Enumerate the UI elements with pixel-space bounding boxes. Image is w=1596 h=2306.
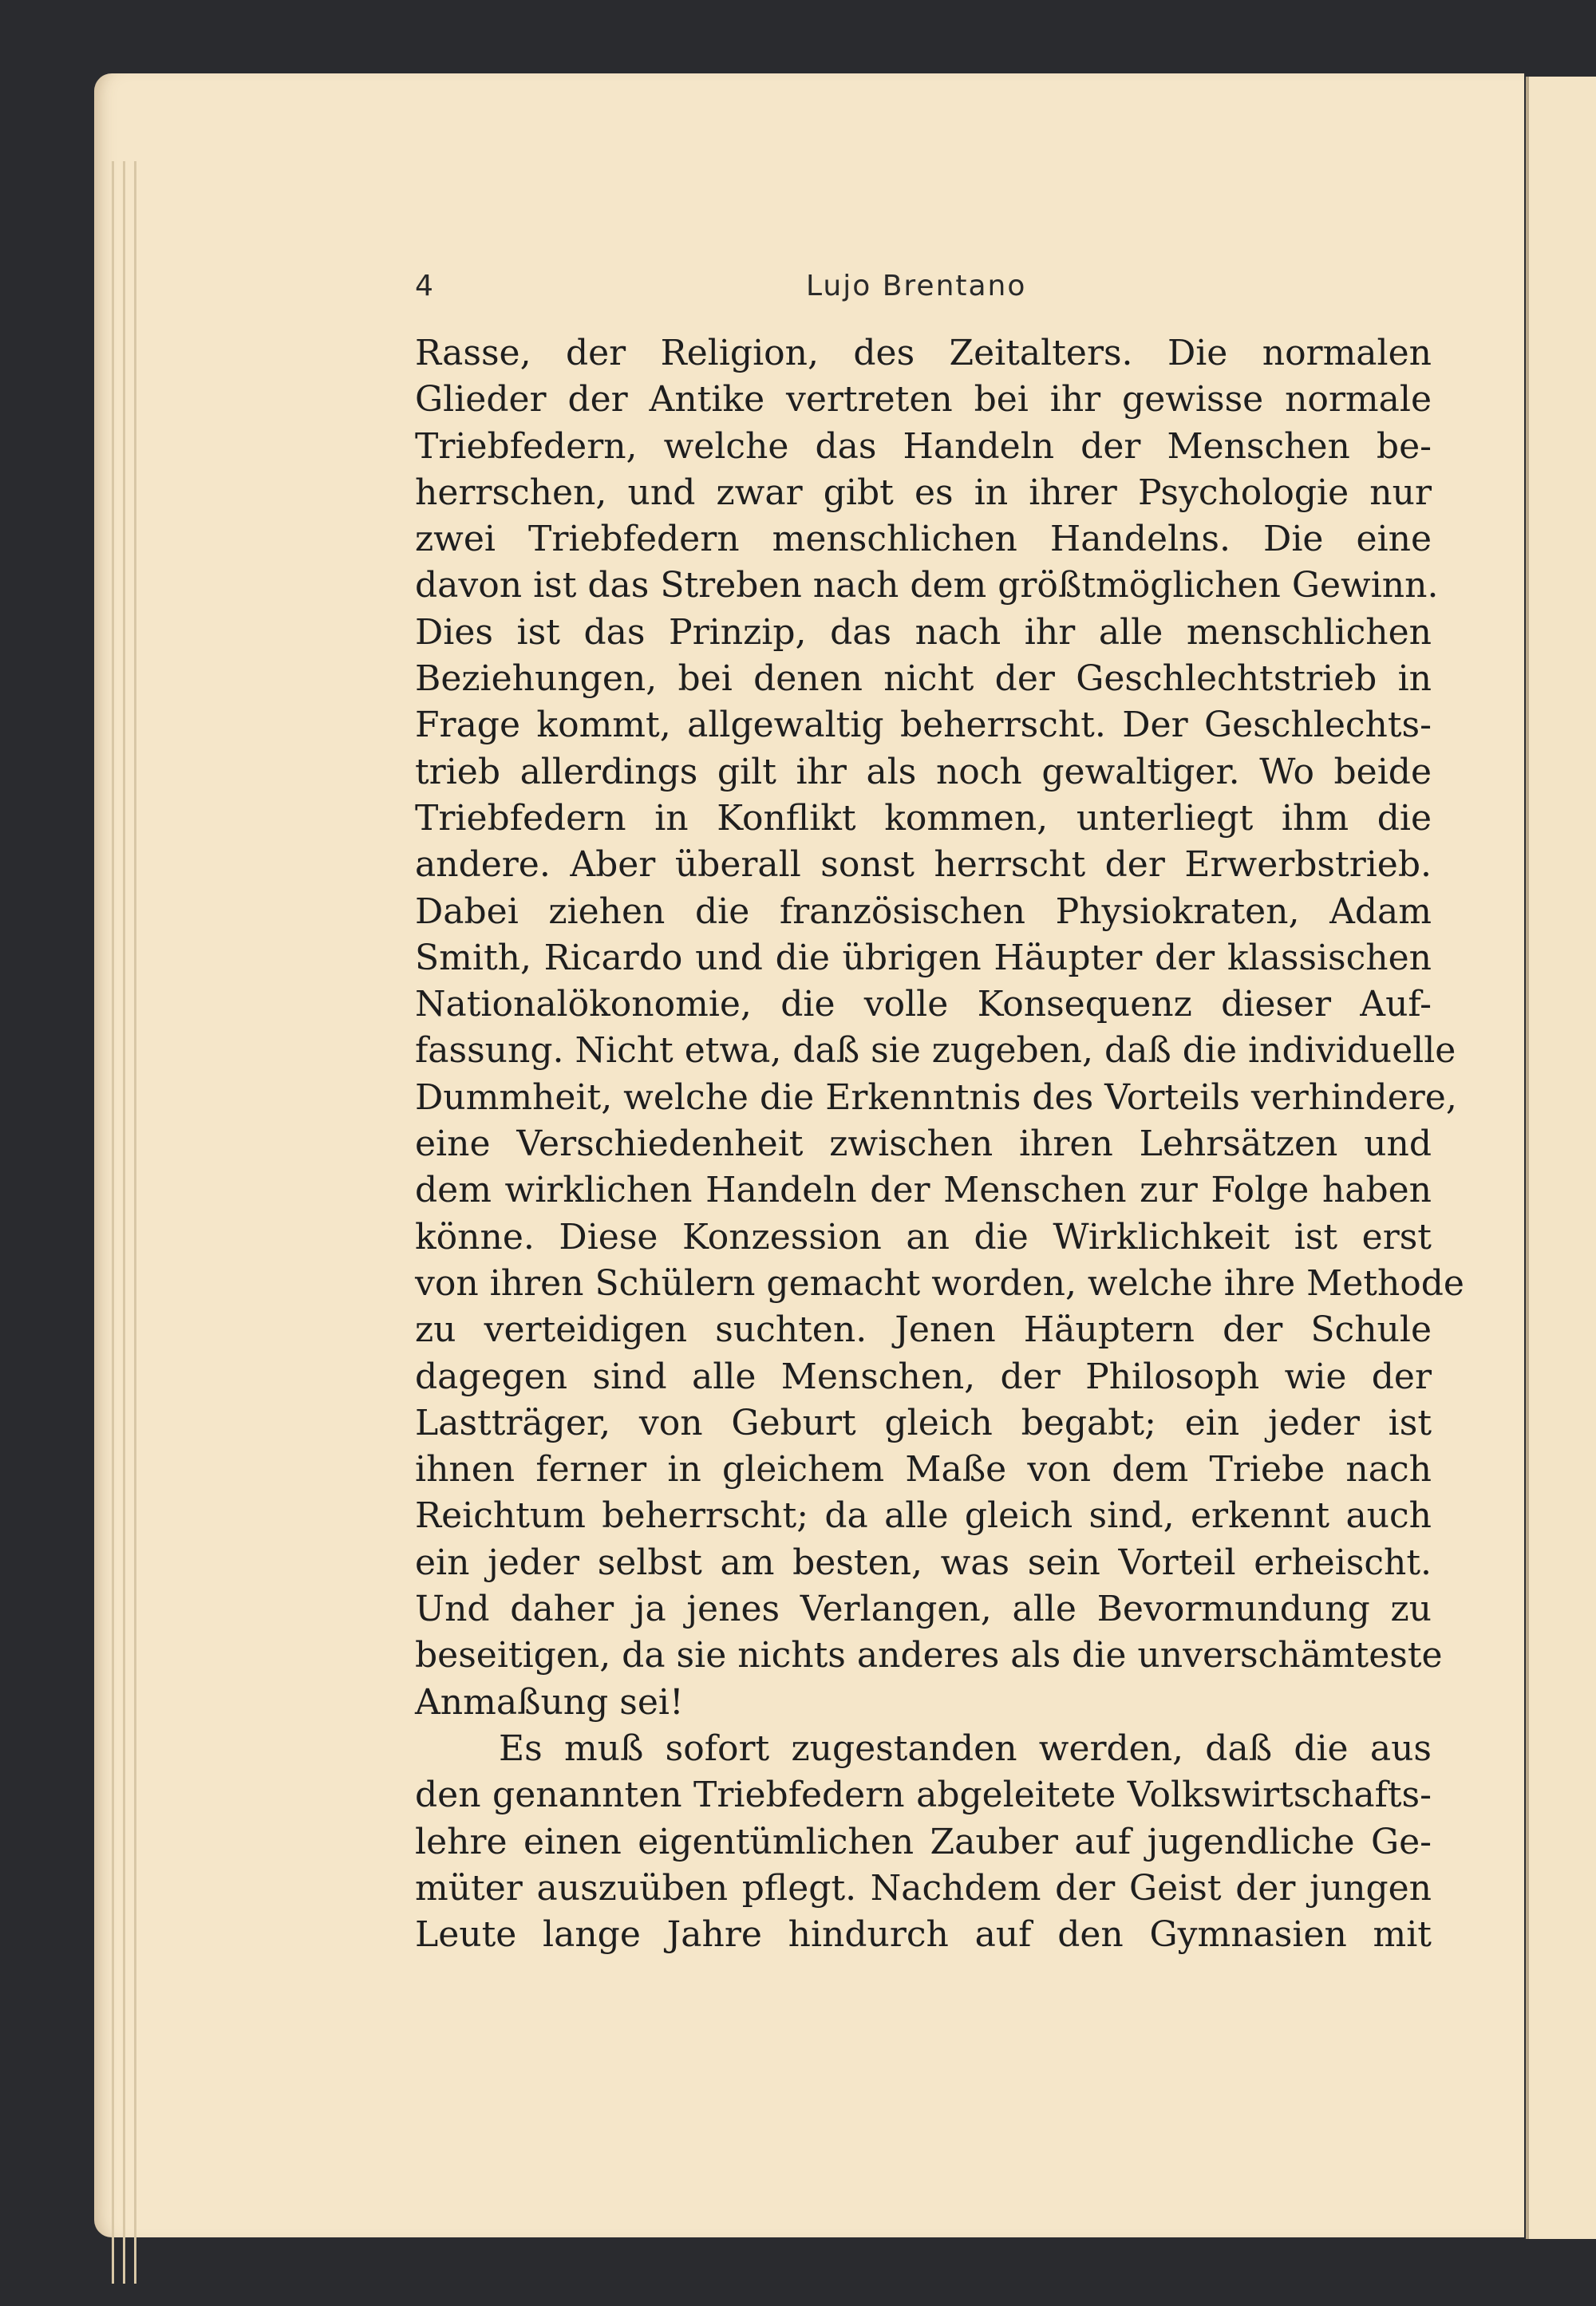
text-line: von ihren Schülern gemacht worden, welche ihre Methode	[415, 1262, 1464, 1304]
text-line: Rasse, der Religion, des Zeitalters. Die normalen	[415, 333, 1432, 373]
page-edge-line	[112, 161, 114, 2284]
text-line: Nationalökonomie, die volle Konsequenz dieser Auf-	[415, 984, 1432, 1025]
text-line: zwei Triebfedern menschlichen Handelns. Die eine	[415, 519, 1432, 560]
text-line: Dabei ziehen die französischen Physiokraten, Adam	[415, 890, 1432, 932]
text-line: könne. Diese Konzession an die Wirklichkeit ist erst	[415, 1216, 1432, 1258]
text-line: zu verteidigen suchten. Jenen Häuptern der Schule	[415, 1309, 1432, 1351]
text-line: den genannten Triebfedern abgeleitete Volkswirtschafts-	[415, 1775, 1432, 1816]
text-line: dagegen sind alle Menschen, der Philosoph wie der	[415, 1356, 1432, 1397]
text-line: ihnen ferner in gleichem Maße von dem Triebe nach	[415, 1449, 1432, 1491]
text-line: Dies ist das Prinzip, das nach ihr alle menschlichen	[415, 611, 1432, 653]
text-line: ein jeder selbst am besten, was sein Vorteil erheischt.	[415, 1542, 1432, 1583]
text-line: Smith, Ricardo und die übrigen Häupter der klassischen	[415, 937, 1432, 978]
text-line: Lastträger, von Geburt gleich begabt; ein jeder ist	[415, 1402, 1432, 1443]
text-line: müter auszuüben pflegt. Nachdem der Geist der jungen	[415, 1867, 1432, 1909]
page-edge-line	[123, 161, 125, 2284]
text-line: eine Verschiedenheit zwischen ihren Lehrsätzen und	[415, 1123, 1432, 1165]
page-edge-line	[134, 161, 136, 2284]
text-line: andere. Aber überall sonst herrscht der Erwerbstrieb.	[415, 844, 1432, 886]
text-line: Und daher ja jenes Verlangen, alle Bevormundung zu	[415, 1589, 1432, 1630]
body-text	[415, 330, 1464, 1958]
facing-page-edge	[1526, 77, 1596, 2239]
text-line: lehre einen eigentümlichen Zauber auf jugendliche Ge-	[415, 1821, 1432, 1862]
text-line: dem wirklichen Handeln der Menschen zur Folge haben	[415, 1170, 1432, 1211]
text-line: Dummheit, welche die Erkenntnis des Vorteils verhindere,	[415, 1076, 1457, 1118]
paragraph-end-line: Anmaßung sei!	[415, 1681, 684, 1723]
text-line: herrschen, und zwar gibt es in ihrer Psychologie nur	[415, 472, 1432, 513]
text-line: Beziehungen, bei denen nicht der Geschlechtstrieb in	[415, 658, 1432, 700]
text-line: Triebfedern, welche das Handeln der Menschen be-	[415, 425, 1432, 467]
paragraph-start-line: Es muß sofort zugestanden werden, daß die aus	[499, 1728, 1432, 1769]
text-line: Frage kommt, allgewaltig beherrscht. Der Geschlechts-	[415, 705, 1432, 746]
running-head: Lujo Brentano	[806, 270, 1027, 302]
text-line: Reichtum beherrscht; da alle gleich sind, erkennt auch	[415, 1495, 1432, 1537]
text-line: fassung. Nicht etwa, daß sie zugeben, daß die individuelle	[415, 1030, 1456, 1072]
text-line: davon ist das Streben nach dem größtmöglichen Gewinn.	[415, 565, 1439, 606]
text-line: Triebfedern in Konflikt kommen, unterliegt ihm die	[415, 797, 1432, 839]
text-line: Leute lange Jahre hindurch auf den Gymnasien mit	[415, 1914, 1432, 1956]
text-line: Glieder der Antike vertreten bei ihr gewisse normale	[415, 379, 1432, 421]
text-line: trieb allerdings gilt ihr als noch gewaltiger. Wo beide	[415, 751, 1432, 792]
page-number: 4	[415, 270, 433, 302]
text-line: beseitigen, da sie nichts anderes als die unverschämteste	[415, 1635, 1443, 1676]
